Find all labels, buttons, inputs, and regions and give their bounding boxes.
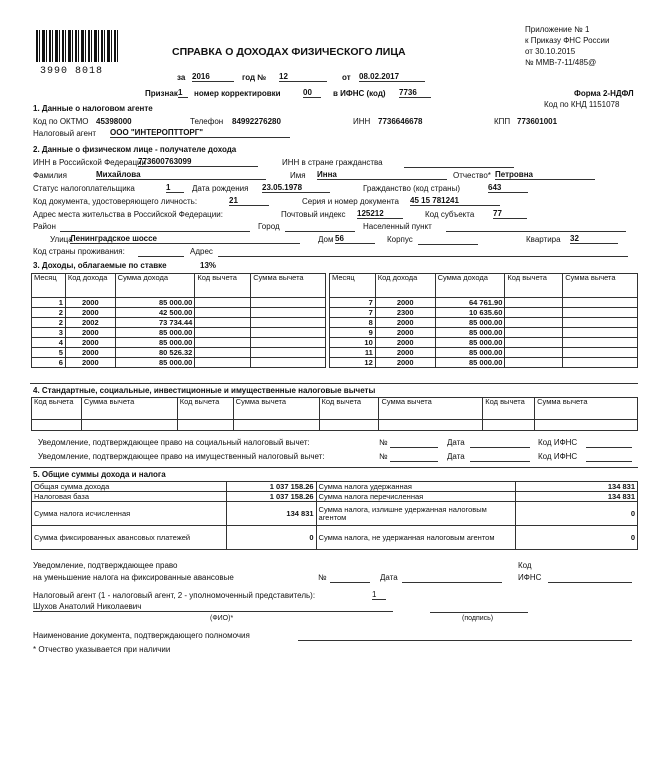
income-table-right <box>329 273 638 368</box>
income-code: 2000 <box>375 298 435 308</box>
income-amount: 64 761.90 <box>435 298 505 308</box>
property-date-value <box>470 452 530 462</box>
house-value: 56 <box>335 235 375 244</box>
table-row <box>330 298 638 308</box>
inn-foreign-value <box>404 158 514 168</box>
priznak-value: 1 <box>178 89 188 98</box>
income-amount: 85 000.00 <box>435 348 505 358</box>
table-cell <box>251 318 326 328</box>
income-month: 7 <box>330 298 376 308</box>
property-no-label: № <box>379 452 388 461</box>
income-month: 1 <box>32 298 66 308</box>
barcode-number: 3990 8018 <box>40 66 104 77</box>
col-header: Код дохода <box>375 274 435 298</box>
table-cell <box>195 358 251 368</box>
table-cell <box>563 328 638 338</box>
correction-value: 00 <box>303 89 321 98</box>
postcode-label: Почтовый индекс <box>281 210 346 219</box>
income-amount: 42 500.00 <box>115 308 195 318</box>
country-value <box>138 247 184 257</box>
income-amount: 85 000.00 <box>435 338 505 348</box>
total-income-label: Общая сумма дохода <box>32 482 227 492</box>
totals-table <box>31 481 638 550</box>
fixed-ifns-label: ИФНС <box>518 573 542 582</box>
col-header: Сумма вычета <box>81 398 177 420</box>
apartment-value: 32 <box>570 235 618 244</box>
income-amount: 80 526.32 <box>115 348 195 358</box>
citizenship-value: 643 <box>488 184 528 193</box>
table-cell <box>505 308 563 318</box>
page-title: СПРАВКА О ДОХОДАХ ФИЗИЧЕСКОГО ЛИЦА <box>172 46 406 58</box>
city-label: Город <box>258 222 280 231</box>
fixed-no-value <box>330 573 370 583</box>
property-ifns-value <box>586 452 632 462</box>
surname-label: Фамилия <box>33 171 67 180</box>
fixed-ifns-value <box>548 573 632 583</box>
excess-value: 0 <box>516 502 638 526</box>
table-cell <box>535 420 638 431</box>
social-notice-label: Уведомление, подтверждающее право на социальный налоговый вычет: <box>38 438 310 447</box>
table-cell <box>563 318 638 328</box>
table-row <box>32 358 326 368</box>
table-row <box>32 338 326 348</box>
table-cell <box>505 318 563 328</box>
section-2-title: 2. Данные о физическом лице - получателе дохода <box>33 145 237 154</box>
income-amount: 85 000.00 <box>435 328 505 338</box>
table-row <box>32 348 326 358</box>
apartment-label: Квартира <box>526 235 561 244</box>
birth-label: Дата рождения <box>192 184 249 193</box>
phone-label: Телефон <box>190 117 224 126</box>
fixed-notice-line2: на уменьшение налога на фиксированные авансовые <box>33 573 234 582</box>
col-header: Сумма вычета <box>379 398 483 420</box>
signer-type-value: 1 <box>372 591 386 600</box>
label-god-no: год № <box>242 73 267 82</box>
table-cell <box>251 298 326 308</box>
street-value: Ленинградское шоссе <box>70 235 300 244</box>
oktmo-value: 45398000 <box>96 117 132 126</box>
social-no-value <box>390 438 438 448</box>
cert-date: 08.02.2017 <box>359 73 425 82</box>
transferred-value: 134 831 <box>516 492 638 502</box>
tax-calc-value: 134 831 <box>226 502 316 526</box>
patronymic-value: Петровна <box>495 171 595 180</box>
signer-type-label: Налоговый агент (1 - налоговый агент, 2 - уполномоченный представитель): <box>33 591 316 600</box>
kpp-value: 773601001 <box>517 117 558 126</box>
city-value <box>285 222 355 232</box>
property-ifns-label: Код ИФНС <box>538 452 578 461</box>
income-code: 2000 <box>375 358 435 368</box>
col-header: Сумма вычета <box>251 274 326 298</box>
income-code: 2000 <box>65 308 115 318</box>
income-amount: 85 000.00 <box>435 318 505 328</box>
income-month: 2 <box>32 318 66 328</box>
doc-series-label: Серия и номер документа <box>302 197 399 206</box>
col-header: Сумма дохода <box>435 274 505 298</box>
doc-code-value: 21 <box>229 197 269 206</box>
signature-line <box>430 603 528 613</box>
income-code: 2002 <box>65 318 115 328</box>
table-cell <box>195 338 251 348</box>
income-code: 2000 <box>375 328 435 338</box>
district-value <box>60 222 250 232</box>
agent-inn-value: 7736646678 <box>378 117 423 126</box>
label-ifns: в ИФНС (код) <box>333 89 386 98</box>
income-month: 4 <box>32 338 66 348</box>
income-code: 2000 <box>65 348 115 358</box>
addr-value <box>218 247 628 257</box>
withheld-value: 134 831 <box>516 482 638 492</box>
table-row <box>32 318 326 328</box>
table-row <box>330 358 638 368</box>
section-divider <box>30 383 638 384</box>
table-cell <box>505 328 563 338</box>
income-code: 2000 <box>375 348 435 358</box>
table-cell <box>233 420 319 431</box>
phone-value: 84992276280 <box>232 117 281 126</box>
fixed-date-value <box>402 573 502 583</box>
annex-line: от 30.10.2015 <box>525 47 576 56</box>
signature-caption: (подпись) <box>462 615 494 622</box>
income-code: 2000 <box>375 338 435 348</box>
income-code: 2300 <box>375 308 435 318</box>
fixed-value: 0 <box>226 526 316 550</box>
table-cell <box>319 420 379 431</box>
region-code-value: 77 <box>493 210 527 219</box>
table-cell <box>563 358 638 368</box>
table-row <box>330 338 638 348</box>
income-amount: 85 000.00 <box>115 338 195 348</box>
table-cell <box>563 308 638 318</box>
table-cell <box>505 348 563 358</box>
tax-rate: 13% <box>200 261 217 270</box>
annex-line: к Приказу ФНС России <box>525 36 610 45</box>
status-value: 1 <box>166 184 184 193</box>
surname-value: Михайлова <box>96 171 266 180</box>
income-amount: 85 000.00 <box>115 328 195 338</box>
building-value <box>418 235 478 245</box>
income-month: 5 <box>32 348 66 358</box>
income-code: 2000 <box>65 358 115 368</box>
table-cell <box>251 308 326 318</box>
deductions-table <box>31 397 638 431</box>
col-header: Код вычета <box>195 274 251 298</box>
report-year: 2016 <box>192 73 234 82</box>
social-date-label: Дата <box>447 438 465 447</box>
ifns-value: 7736 <box>399 89 431 98</box>
inn-rf-label: ИНН в Российской Федерации <box>33 158 146 167</box>
income-month: 6 <box>32 358 66 368</box>
table-cell <box>195 308 251 318</box>
agent-inn-label: ИНН <box>353 117 371 126</box>
authority-doc-value <box>298 631 632 641</box>
table-cell <box>81 420 177 431</box>
table-row <box>330 318 638 328</box>
property-notice-label: Уведомление, подтверждающее право на имущественный налоговый вычет: <box>38 452 325 461</box>
section-3-title: 3. Доходы, облагаемые по ставке <box>33 261 167 270</box>
birth-value: 23.05.1978 <box>262 184 330 193</box>
tax-base-value: 1 037 158.26 <box>226 492 316 502</box>
income-amount: 85 000.00 <box>115 358 195 368</box>
name-value: Инна <box>317 171 447 180</box>
agent-label: Налоговый агент <box>33 129 97 138</box>
house-label: Дом <box>318 235 334 244</box>
barcode <box>36 30 118 62</box>
address-label: Адрес места жительства в Российской Федерации: <box>33 210 223 219</box>
withheld-label: Сумма налога удержанная <box>316 482 516 492</box>
income-amount: 85 000.00 <box>435 358 505 368</box>
total-income-value: 1 037 158.26 <box>226 482 316 492</box>
table-cell <box>563 298 638 308</box>
table-cell <box>379 420 483 431</box>
form-name: Форма 2-НДФЛ <box>574 89 634 98</box>
social-ifns-value <box>586 438 632 448</box>
social-ifns-label: Код ИФНС <box>538 438 578 447</box>
label-za: за <box>177 73 186 82</box>
income-amount: 85 000.00 <box>115 298 195 308</box>
income-code: 2000 <box>65 298 115 308</box>
citizenship-label: Гражданство (код страны) <box>363 184 460 193</box>
tax-calc-label: Сумма налога исчисленная <box>32 502 227 526</box>
col-header: Код дохода <box>65 274 115 298</box>
doc-code-label: Код документа, удостоверяющего личность: <box>33 197 198 206</box>
income-code: 2000 <box>65 328 115 338</box>
agent-value: ООО "ИНТЕРОПТТОРГ" <box>110 129 290 138</box>
table-cell <box>195 328 251 338</box>
section-4-title: 4. Стандартные, социальные, инвестиционные и имущественные налоговые вычеты <box>33 386 376 395</box>
income-month: 3 <box>32 328 66 338</box>
oktmo-label: Код по ОКТМО <box>33 117 89 126</box>
authority-doc-label: Наименование документа, подтверждающего полномочия <box>33 631 250 640</box>
annex-line: Приложение № 1 <box>525 25 590 34</box>
knd-code: Код по КНД 1151078 <box>544 100 620 109</box>
postcode-value: 125212 <box>357 210 403 219</box>
addr-label: Адрес <box>190 247 213 256</box>
property-date-label: Дата <box>447 452 465 461</box>
table-cell <box>563 338 638 348</box>
kpp-label: КПП <box>494 117 511 126</box>
region-code-label: Код субъекта <box>425 210 475 219</box>
not-withheld-value: 0 <box>516 526 638 550</box>
col-header: Код вычета <box>483 398 535 420</box>
excess-label: Сумма налога, излишне удержанная налоговым агентом <box>316 502 516 526</box>
table-cell <box>483 420 535 431</box>
social-no-label: № <box>379 438 388 447</box>
income-month: 12 <box>330 358 376 368</box>
fixed-code-label: Код <box>518 561 532 570</box>
signer-name: Шухов Анатолий Николаевич <box>33 603 393 612</box>
social-date-value <box>470 438 530 448</box>
fixed-label: Сумма фиксированных авансовых платежей <box>32 526 227 550</box>
col-header: Код вычета <box>505 274 563 298</box>
inn-foreign-label: ИНН в стране гражданства <box>282 158 383 167</box>
table-row <box>32 328 326 338</box>
annex-line: № ММВ-7-11/485@ <box>525 58 597 67</box>
income-month: 10 <box>330 338 376 348</box>
income-month: 7 <box>330 308 376 318</box>
fixed-date-label: Дата <box>380 573 398 582</box>
col-header: Сумма вычета <box>233 398 319 420</box>
table-cell <box>195 298 251 308</box>
not-withheld-label: Сумма налога, не удержанная налоговым агентом <box>316 526 516 550</box>
col-header: Код вычета <box>32 398 82 420</box>
patronymic-label: Отчество* <box>453 171 491 180</box>
street-label: Улица <box>50 235 73 244</box>
table-cell <box>251 348 326 358</box>
table-cell <box>251 338 326 348</box>
cert-number: 12 <box>279 73 327 82</box>
label-priznak: Признак <box>145 89 178 98</box>
doc-series-value: 45 15 781241 <box>410 197 500 206</box>
fixed-no-label: № <box>318 573 327 582</box>
income-month: 8 <box>330 318 376 328</box>
footnote: * Отчество указывается при наличии <box>33 645 171 654</box>
label-correction: номер корректировки <box>194 90 281 98</box>
table-cell <box>505 338 563 348</box>
name-label: Имя <box>290 171 306 180</box>
income-code: 2000 <box>375 318 435 328</box>
col-header: Сумма вычета <box>563 274 638 298</box>
tax-base-label: Налоговая база <box>32 492 227 502</box>
label-ot: от <box>342 73 351 82</box>
transferred-label: Сумма налога перечисленная <box>316 492 516 502</box>
table-row <box>32 298 326 308</box>
settlement-label: Населенный пункт <box>363 222 432 231</box>
table-cell <box>195 348 251 358</box>
table-cell <box>505 298 563 308</box>
table-cell <box>563 348 638 358</box>
section-1-title: 1. Данные о налоговом агенте <box>33 104 153 113</box>
fio-caption: (ФИО)* <box>210 615 234 622</box>
section-divider <box>30 467 638 468</box>
fixed-notice-line1: Уведомление, подтверждающее право <box>33 561 178 570</box>
table-cell <box>251 358 326 368</box>
inn-rf-value: 773600763099 <box>138 158 258 167</box>
table-row <box>32 308 326 318</box>
col-header: Код вычета <box>177 398 233 420</box>
district-label: Район <box>33 222 56 231</box>
table-row <box>330 348 638 358</box>
status-label: Статус налогоплательщика <box>33 184 135 193</box>
table-cell <box>32 420 82 431</box>
col-header: Код вычета <box>319 398 379 420</box>
income-code: 2000 <box>65 338 115 348</box>
table-cell <box>251 328 326 338</box>
col-header: Месяц <box>330 274 376 298</box>
table-cell <box>177 420 233 431</box>
table-row <box>330 308 638 318</box>
income-table-left <box>31 273 326 368</box>
country-label: Код страны проживания: <box>33 247 125 256</box>
building-label: Корпус <box>387 235 413 244</box>
settlement-value <box>446 222 626 232</box>
table-row <box>330 328 638 338</box>
col-header: Сумма вычета <box>535 398 638 420</box>
col-header: Сумма дохода <box>115 274 195 298</box>
income-month: 9 <box>330 328 376 338</box>
income-month: 11 <box>330 348 376 358</box>
table-cell <box>505 358 563 368</box>
table-cell <box>195 318 251 328</box>
section-5-title: 5. Общие суммы дохода и налога <box>33 470 166 479</box>
col-header: Месяц <box>32 274 66 298</box>
income-month: 2 <box>32 308 66 318</box>
income-amount: 10 635.60 <box>435 308 505 318</box>
income-amount: 73 734.44 <box>115 318 195 328</box>
property-no-value <box>390 452 438 462</box>
